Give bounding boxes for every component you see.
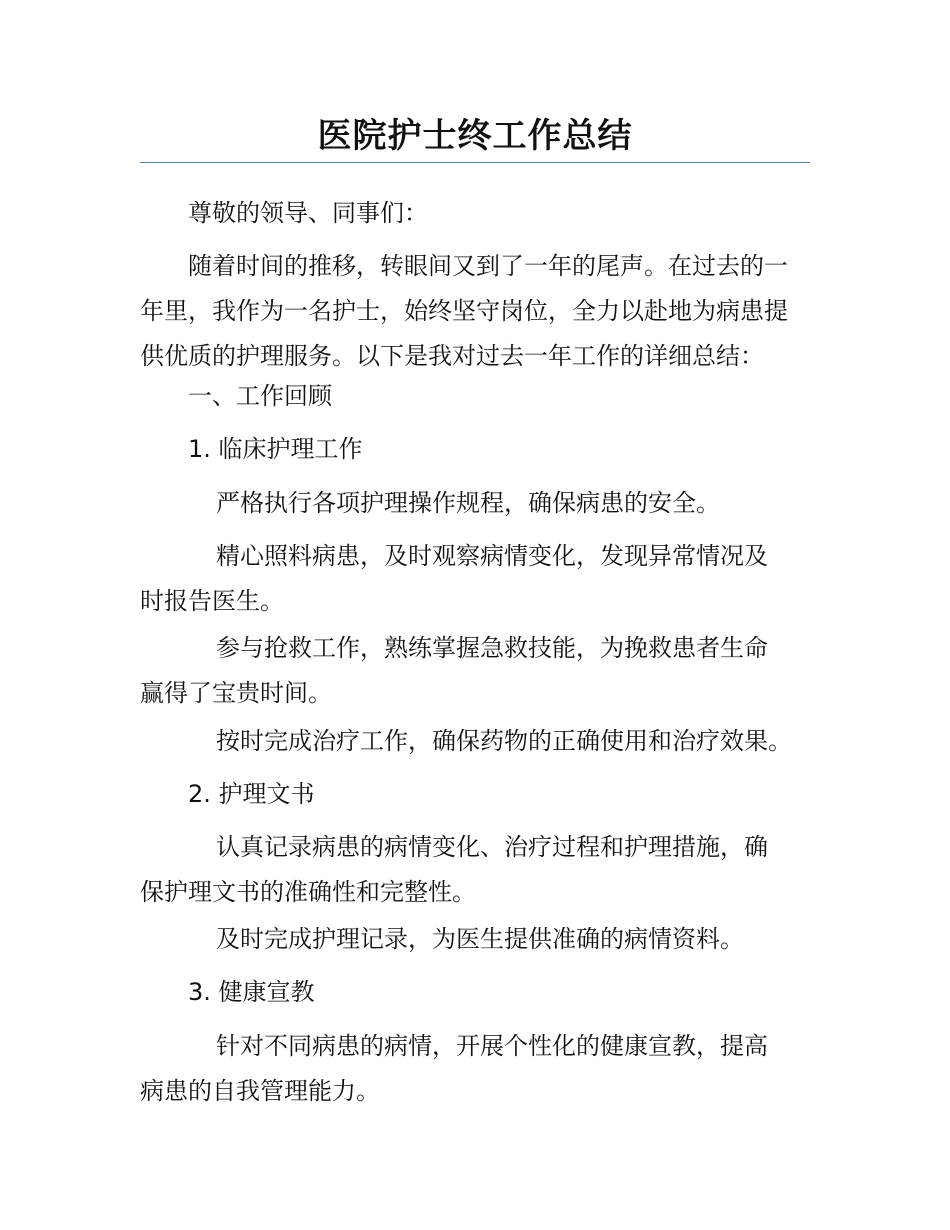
- clinical-item-3-line-1: 参与抢救工作，熟练掌握急救技能，为挽救患者生命: [216, 634, 768, 662]
- clinical-item-4: [140, 719, 830, 764]
- intro-line-2: 年里，我作为一名护士，始终坚守岗位，全力以赴地为病患提: [140, 297, 788, 325]
- subheading-clinical-care-text: 1. 临床护理工作: [188, 435, 363, 463]
- education-item-1-line-1: 针对不同病患的病情，开展个性化的健康宣教，提高: [216, 1032, 768, 1060]
- documents-item-1: [140, 825, 830, 915]
- education-item-1-line-2: 病患的自我管理能力。: [140, 1077, 380, 1105]
- salutation-line: 尊敬的领导、同事们：: [188, 199, 428, 227]
- clinical-item-3-line-2: 赢得了宝贵时间。: [140, 679, 332, 707]
- subheading-nursing-documents: [140, 772, 830, 817]
- documents-item-1-line-2: 保护理文书的准确性和完整性。: [140, 878, 476, 906]
- salutation: [140, 191, 830, 236]
- document-title: 医院护士终工作总结: [317, 116, 633, 156]
- clinical-item-2-line-2: 时报告医生。: [140, 587, 284, 615]
- clinical-item-1-line-1: 严格执行各项护理操作规程，确保病患的安全。: [216, 489, 720, 517]
- subheading-nursing-documents-text: 2. 护理文书: [188, 780, 315, 808]
- section-heading-review-text: 一、工作回顾: [188, 382, 332, 410]
- documents-item-2: [140, 917, 830, 962]
- education-item-1: [140, 1024, 830, 1114]
- clinical-item-1: [140, 481, 830, 526]
- clinical-item-3: [140, 626, 830, 716]
- subheading-health-education-text: 3. 健康宣教: [188, 978, 315, 1006]
- intro-line-1: 随着时间的推移，转眼间又到了一年的尾声。在过去的一: [188, 252, 788, 280]
- clinical-item-4-line-1: 按时完成治疗工作，确保药物的正确使用和治疗效果。: [216, 727, 792, 755]
- documents-item-1-line-1: 认真记录病患的病情变化、治疗过程和护理措施，确: [216, 833, 768, 861]
- section-heading-review: [140, 374, 830, 419]
- intro-paragraph: [140, 244, 830, 379]
- subheading-clinical-care: [140, 427, 830, 472]
- title-underline: [140, 162, 810, 163]
- subheading-health-education: [140, 970, 830, 1015]
- documents-item-2-line-1: 及时完成护理记录，为医生提供准确的病情资料。: [216, 925, 744, 953]
- clinical-item-2: [140, 534, 830, 624]
- clinical-item-2-line-1: 精心照料病患，及时观察病情变化，发现异常情况及: [216, 542, 768, 570]
- intro-line-3: 供优质的护理服务。以下是我对过去一年工作的详细总结：: [140, 342, 764, 370]
